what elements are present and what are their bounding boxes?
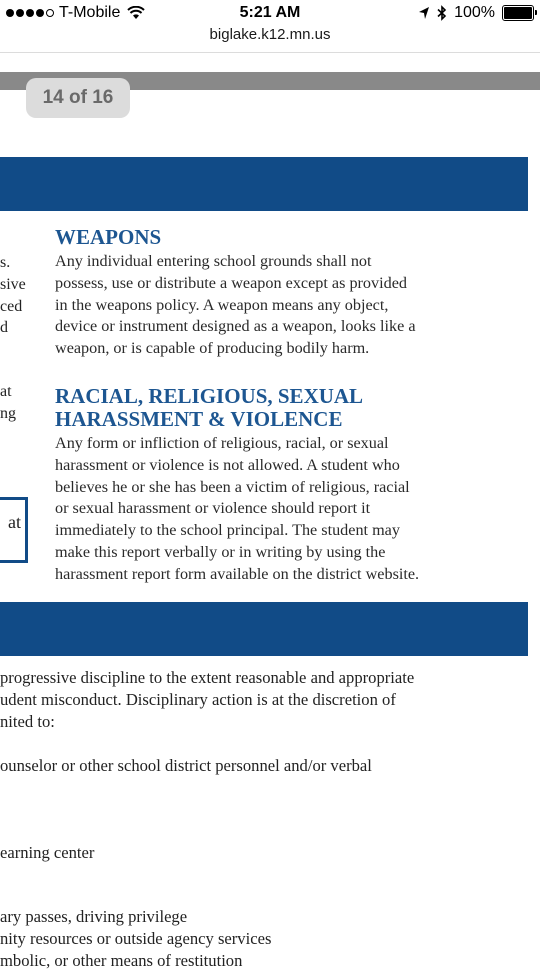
fragment-line: s. bbox=[0, 254, 11, 271]
body-line: Any individual entering school grounds shall not bbox=[55, 252, 372, 270]
battery-percent: 100% bbox=[454, 4, 495, 21]
discipline-line: udent misconduct. Disciplinary action is at the discretion of bbox=[0, 690, 396, 709]
carrier-name: T-Mobile bbox=[59, 4, 121, 21]
heading-line: RACIAL, RELIGIOUS, SEXUAL bbox=[55, 384, 364, 408]
url-separator bbox=[0, 52, 540, 53]
boxed-callout-fragment bbox=[0, 497, 28, 563]
discipline-line: nited to: bbox=[0, 712, 55, 731]
fragment-line: ced bbox=[0, 297, 23, 315]
harassment-heading bbox=[55, 385, 363, 431]
discipline-line: earning center bbox=[0, 843, 95, 862]
body-line: Any form or infliction of religious, racial, or sexual bbox=[55, 434, 389, 452]
discipline-line: nity resources or outside agency services bbox=[0, 929, 272, 948]
body-line: make this report verbally or in writing by using the bbox=[55, 542, 386, 561]
callout-text: at bbox=[8, 512, 21, 532]
battery-icon bbox=[502, 5, 534, 21]
body-line: or sexual harassment or violence should report it bbox=[55, 499, 371, 518]
left-column-fragment bbox=[0, 381, 30, 425]
discipline-line: mbolic, or other means of restitution bbox=[0, 951, 243, 970]
status-bar bbox=[0, 0, 540, 28]
fragment-line: at bbox=[0, 383, 12, 400]
body-line: weapon, or is capable of producing bodily harm. bbox=[55, 339, 370, 358]
discipline-line: ary passes, driving privilege bbox=[0, 907, 188, 926]
heading-line: HARASSMENT & VIOLENCE bbox=[55, 407, 343, 431]
page-indicator: 14 of 16 bbox=[26, 78, 130, 118]
weapons-body bbox=[55, 251, 416, 360]
bluetooth-icon bbox=[437, 5, 447, 21]
section-band-bottom bbox=[0, 602, 528, 656]
status-right bbox=[418, 4, 534, 22]
status-time: 5:21 AM bbox=[239, 4, 301, 21]
body-line: in the weapons policy. A weapon means any object, bbox=[55, 295, 389, 314]
fragment-line: d bbox=[0, 319, 8, 337]
discipline-line: progressive discipline to the extent reasonable and appropriate bbox=[0, 668, 415, 687]
section-band-top bbox=[0, 157, 528, 211]
location-arrow-icon bbox=[418, 6, 430, 20]
body-line: harassment or violence is not allowed. A student who bbox=[55, 455, 400, 474]
fragment-line: ng bbox=[0, 404, 16, 422]
left-column-fragment bbox=[0, 252, 30, 339]
harassment-body bbox=[55, 433, 419, 586]
heading-line: WEAPONS bbox=[55, 225, 162, 249]
body-line: possess, use or distribute a weapon except as provided bbox=[55, 273, 407, 292]
fragment-line: sive bbox=[0, 275, 26, 293]
url-bar[interactable]: biglake.k12.mn.us bbox=[209, 26, 331, 43]
body-line: harassment report form available on the district website. bbox=[55, 564, 420, 583]
body-line: device or instrument designed as a weapon, looks like a bbox=[55, 317, 416, 336]
body-line: immediately to the school principal. The student may bbox=[55, 521, 400, 540]
discipline-line: ounselor or other school district personnel and/or verbal bbox=[0, 756, 372, 775]
body-line: believes he or she has been a victim of religious, racial bbox=[55, 477, 410, 496]
weapons-heading bbox=[55, 226, 161, 249]
